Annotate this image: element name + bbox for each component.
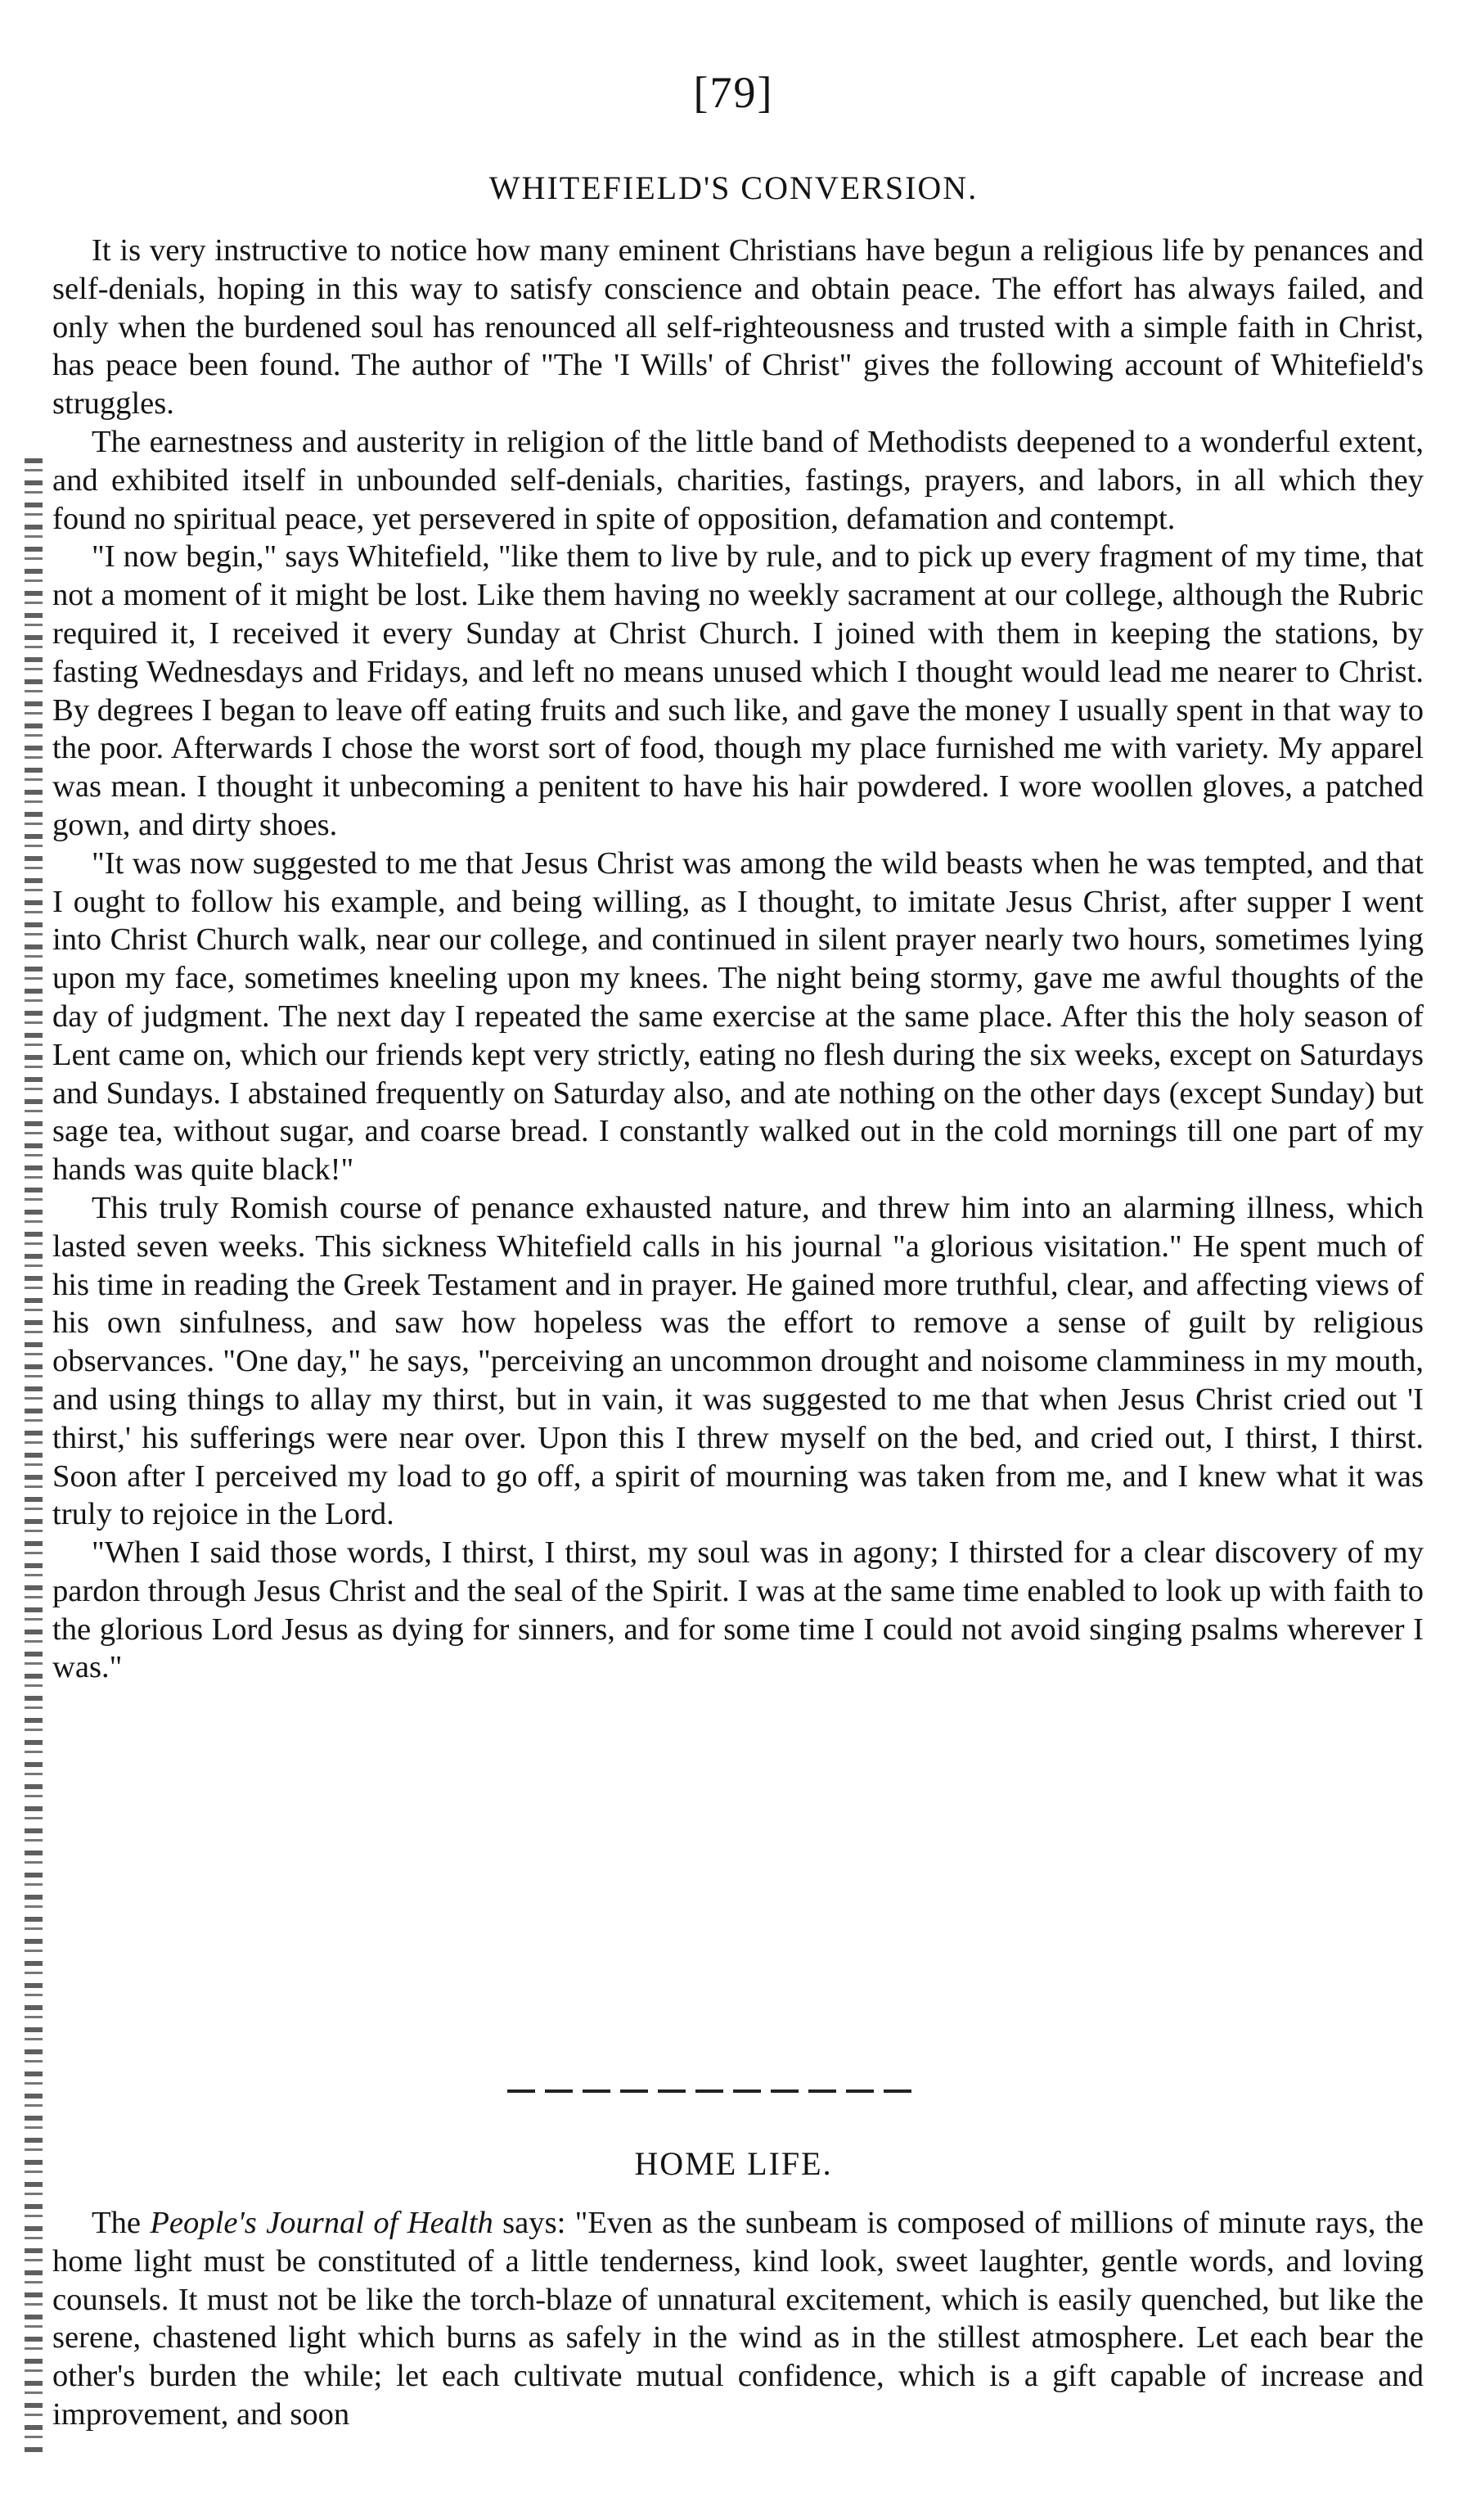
paragraph: It is very instructive to notice how many eminent Christians have begun a religious life by penances and self-denials, hoping in this way to satisfy conscience and obtain peace. The effort has always failed, and only when the burdened soul has renounced all self-righteousness and trusted with a simple faith in Christ, has peace been found. The author of "The 'I Wills' of Christ" gives the following account of Whitefield's struggles. bbox=[52, 233, 1424, 422]
article-body-home-life bbox=[52, 2204, 1424, 2434]
article-title-whitefield: WHITEFIELD'S CONVERSION. bbox=[488, 169, 979, 206]
article-title-home-life: HOME LIFE. bbox=[634, 2145, 833, 2182]
paragraph-lead-word: The bbox=[92, 2206, 141, 2240]
page-number: [79] bbox=[693, 68, 774, 117]
paragraph bbox=[52, 2204, 1424, 2434]
paragraph: "I now begin," says Whitefield, "like them to live by rule, and to pick up every fragment of my time, that not a moment of it might be lost. Like them having no weekly sacrament at our college, although the Rubric required it, I received it every Sunday at Christ Church. I joined with them in keeping the stations, by fasting Wednesdays and Fridays, and left no means unused which I thought would lead me nearer to Christ. By degrees I began to leave off eating fruits and such like, and gave the money I usually spent in that way to the poor. Afterwards I chose the worst sort of food, though my place furnished me with variety. My apparel was mean. I thought it unbecoming a penitent to have his hair powdered. I wore woollen gloves, a patched gown, and dirty shoes. bbox=[52, 539, 1424, 842]
journal-name: People's Journal of Health bbox=[150, 2206, 493, 2240]
paragraph: "When I said those words, I thirst, I thirst, my soul was in agony; I thirsted for a clear discovery of my pardon through Jesus Christ and the seal of the Spirit. I was at the same time enabled to look up with faith to the glorious Lord Jesus as dying for sinners, and for some time I could not avoid singing psalms wherever I was." bbox=[52, 1535, 1424, 1685]
paragraph: "It was now suggested to me that Jesus Christ was among the wild beasts when he was tempted, and that I ought to follow his example, and being willing, as I thought, to imitate Jesus Christ, after supper I went into Christ Church walk, near our college, and continued in silent prayer nearly two hours, sometimes lying upon my face, sometimes kneeling upon my knees. The night being stormy, gave me awful thoughts of the day of judgment. The next day I repeated the same exercise at the same place. After this the holy season of Lent came on, which our friends kept very strictly, eating no flesh during the six weeks, except on Saturdays and Sundays. I abstained frequently on Saturday also, and ate nothing on the other days (except Sunday) but sage tea, without sugar, and coarse bread. I constantly walked out in the cold mornings till one part of my hands was quite black!" bbox=[52, 845, 1424, 1188]
paragraph-body-text: says: "Even as the sunbeam is composed of millions of minute rays, the home light must be constituted of a little tenderness, kind look, sweet laughter, gentle words, and loving counsels. It must not be like the torch-blaze of unnatural excitement, which is easily quenched, but like the serene, chastened light which burns as safely in the wind as in the stillest atmosphere. Let each bear the other's burden the while; let each cultivate mutual confidence, which is a gift capable of increase and improvement, and soon bbox=[52, 2206, 1424, 2432]
article-body-whitefield bbox=[52, 232, 1424, 1687]
section-separator-rule bbox=[507, 2089, 916, 2093]
paragraph: This truly Romish course of penance exhausted nature, and threw him into an alarming illness, which lasted seven weeks. This sickness Whitefield calls in his journal "a glorious visitation." He spent much of his time in reading the Greek Testament and in prayer. He gained more truthful, clear, and affecting views of his own sinfulness, and saw how hopeless was the effort to remove a sense of guilt by religious observances. "One day," he says, "perceiving an uncommon drought and noisome clamminess in my mouth, and using things to allay my thirst, but in vain, it was suggested to me that when Jesus Christ cried out 'I thirst,' his sufferings were near over. Upon this I threw myself on the bed, and cried out, I thirst, I thirst. Soon after I perceived my load to go off, a spirit of mourning was taken from me, and I knew what it was truly to rejoice in the Lord. bbox=[52, 1190, 1424, 1532]
paragraph: The earnestness and austerity in religion of the little band of Methodists deepened to a wonderful extent, and exhibited itself in unbounded self-denials, charities, fastings, prayers, and labors, in all which they found no spiritual peace, yet persevered in spite of opposition, defamation and contempt. bbox=[52, 424, 1424, 536]
